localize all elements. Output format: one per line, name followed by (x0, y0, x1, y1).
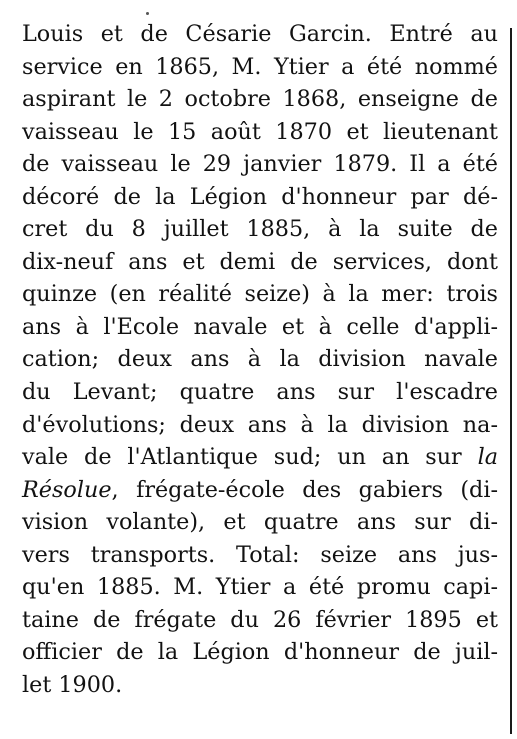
text-line (22, 474, 498, 507)
text-line: qu'en 1885. M. Ytier a été promu capi- (22, 574, 498, 601)
text-line: vaisseau le 15 août 1870 et lieutenant (22, 118, 498, 145)
text-line: taine de frégate du 26 février 1895 et (22, 606, 498, 633)
body-text (22, 18, 498, 701)
text-line: d'évolutions; deux ans à la division na- (22, 411, 498, 438)
ink-speck (146, 12, 149, 15)
text-line: décoré de la Légion d'honneur par dé- (22, 183, 498, 210)
text-line: officier de la Légion d'honneur de juil- (22, 639, 498, 666)
text-line: cret du 8 juillet 1885, à la suite de (22, 216, 498, 243)
text-line: quinze (en réalité seize) à la mer: trois (22, 281, 498, 308)
text-line: de vaisseau le 29 janvier 1879. Il a été (22, 151, 498, 178)
text-line: Louis et de Césarie Garcin. Entré au (22, 21, 498, 47)
text-line: ans à l'Ecole navale et à celle d'appli- (22, 313, 498, 340)
italic-text: Résolue (22, 476, 112, 503)
text-line: dix-neuf ans et demi de services, dont (22, 248, 498, 275)
text-line: let 1900. (22, 671, 123, 698)
text-line: aspirant le 2 octobre 1868, enseigne de (22, 86, 498, 113)
text-line: cation; deux ans à la division navale (22, 346, 498, 373)
text-line: service en 1865, M. Ytier a été nommé (22, 53, 498, 80)
text-line: vision volante), et quatre ans sur di- (22, 509, 498, 536)
page-edge-rule (510, 28, 512, 734)
text-segment: , frégate-école des gabiers (di- (111, 476, 498, 503)
italic-text: la (477, 444, 498, 471)
text-segment: vale de l'Atlantique sud; un an sur (22, 444, 462, 471)
text-line (22, 441, 498, 474)
text-line: vers transports. Total: seize ans jus- (22, 541, 498, 568)
text-line: du Levant; quatre ans sur l'escadre (22, 379, 498, 406)
